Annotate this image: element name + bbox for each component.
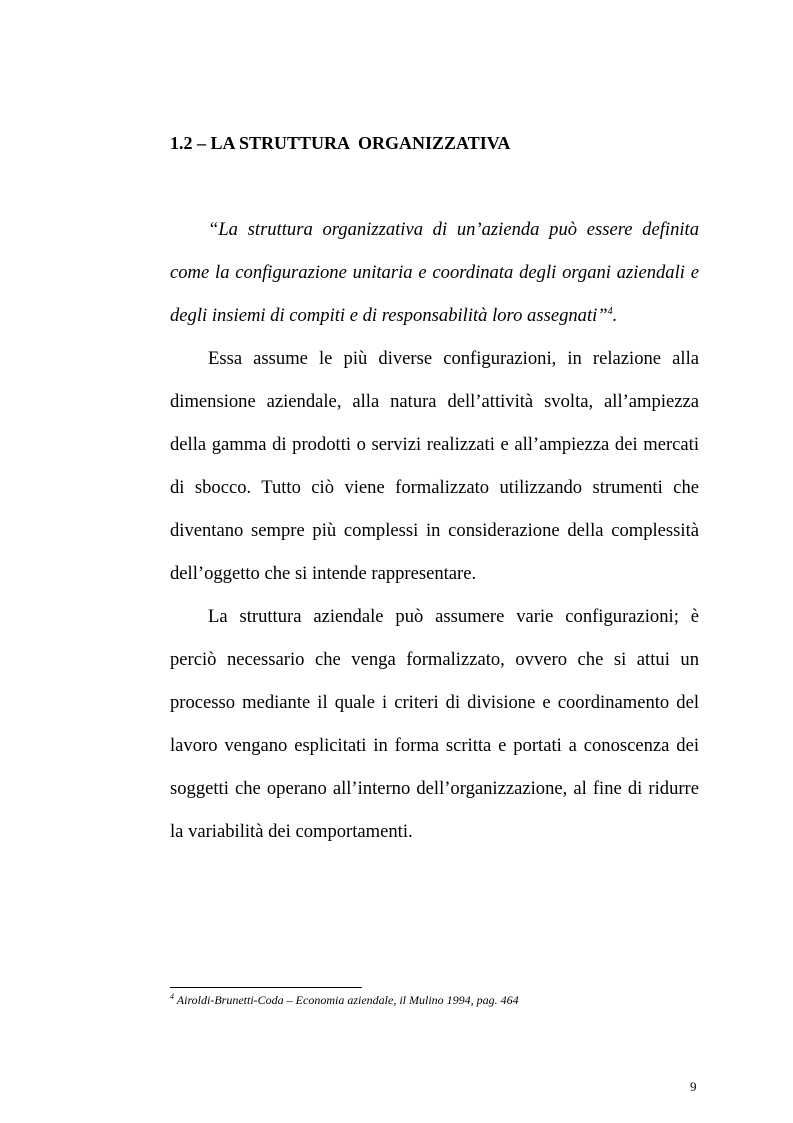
footnote [170, 993, 519, 1008]
quote-tail: . [612, 305, 618, 326]
quote-paragraph [170, 208, 699, 337]
footnote-number: 4 [170, 992, 174, 1001]
section-heading: 1.2 – LA STRUTTURA ORGANIZZATIVA [170, 133, 511, 153]
footnote-divider [170, 987, 362, 988]
paragraph-struttura-aziendale: La struttura aziendale può assumere varie configurazioni; è perciò necessario che venga formalizzato, ovvero che si attui un processo mediante il quale i criteri di divisione e coordinamento del lavoro vengano esplicitati in forma scritta e portati a conoscenza dei soggetti che operano all’interno dell’organizzazione, al fine di ridurre la variabilità dei comportamenti. [170, 606, 699, 842]
page-number: 9 [690, 1079, 697, 1094]
footnote-text: Airoldi-Brunetti-Coda – Economia aziendale, il Mulino 1994, pag. 464 [176, 993, 519, 1007]
footnote-reference[interactable]: 4 [607, 305, 613, 317]
quote-text: “La struttura organizzativa di un’azienda può essere definita come la configurazione unitaria e coordinata degli organi aziendali e degli insiemi di compiti e di responsabilità loro assegnati” [170, 219, 699, 326]
paragraph-configurazioni: Essa assume le più diverse configurazioni, in relazione alla dimensione aziendale, alla natura dell’attività svolta, all’ampiezza della gamma di prodotti o servizi realizzati e all’ampiezza dei mercati di sbocco. Tutto ciò viene formalizzato utilizzando strumenti che diventano sempre più complessi in considerazione della complessità dell’oggetto che si intende rappresentare. [170, 348, 699, 584]
body-text [170, 208, 699, 853]
